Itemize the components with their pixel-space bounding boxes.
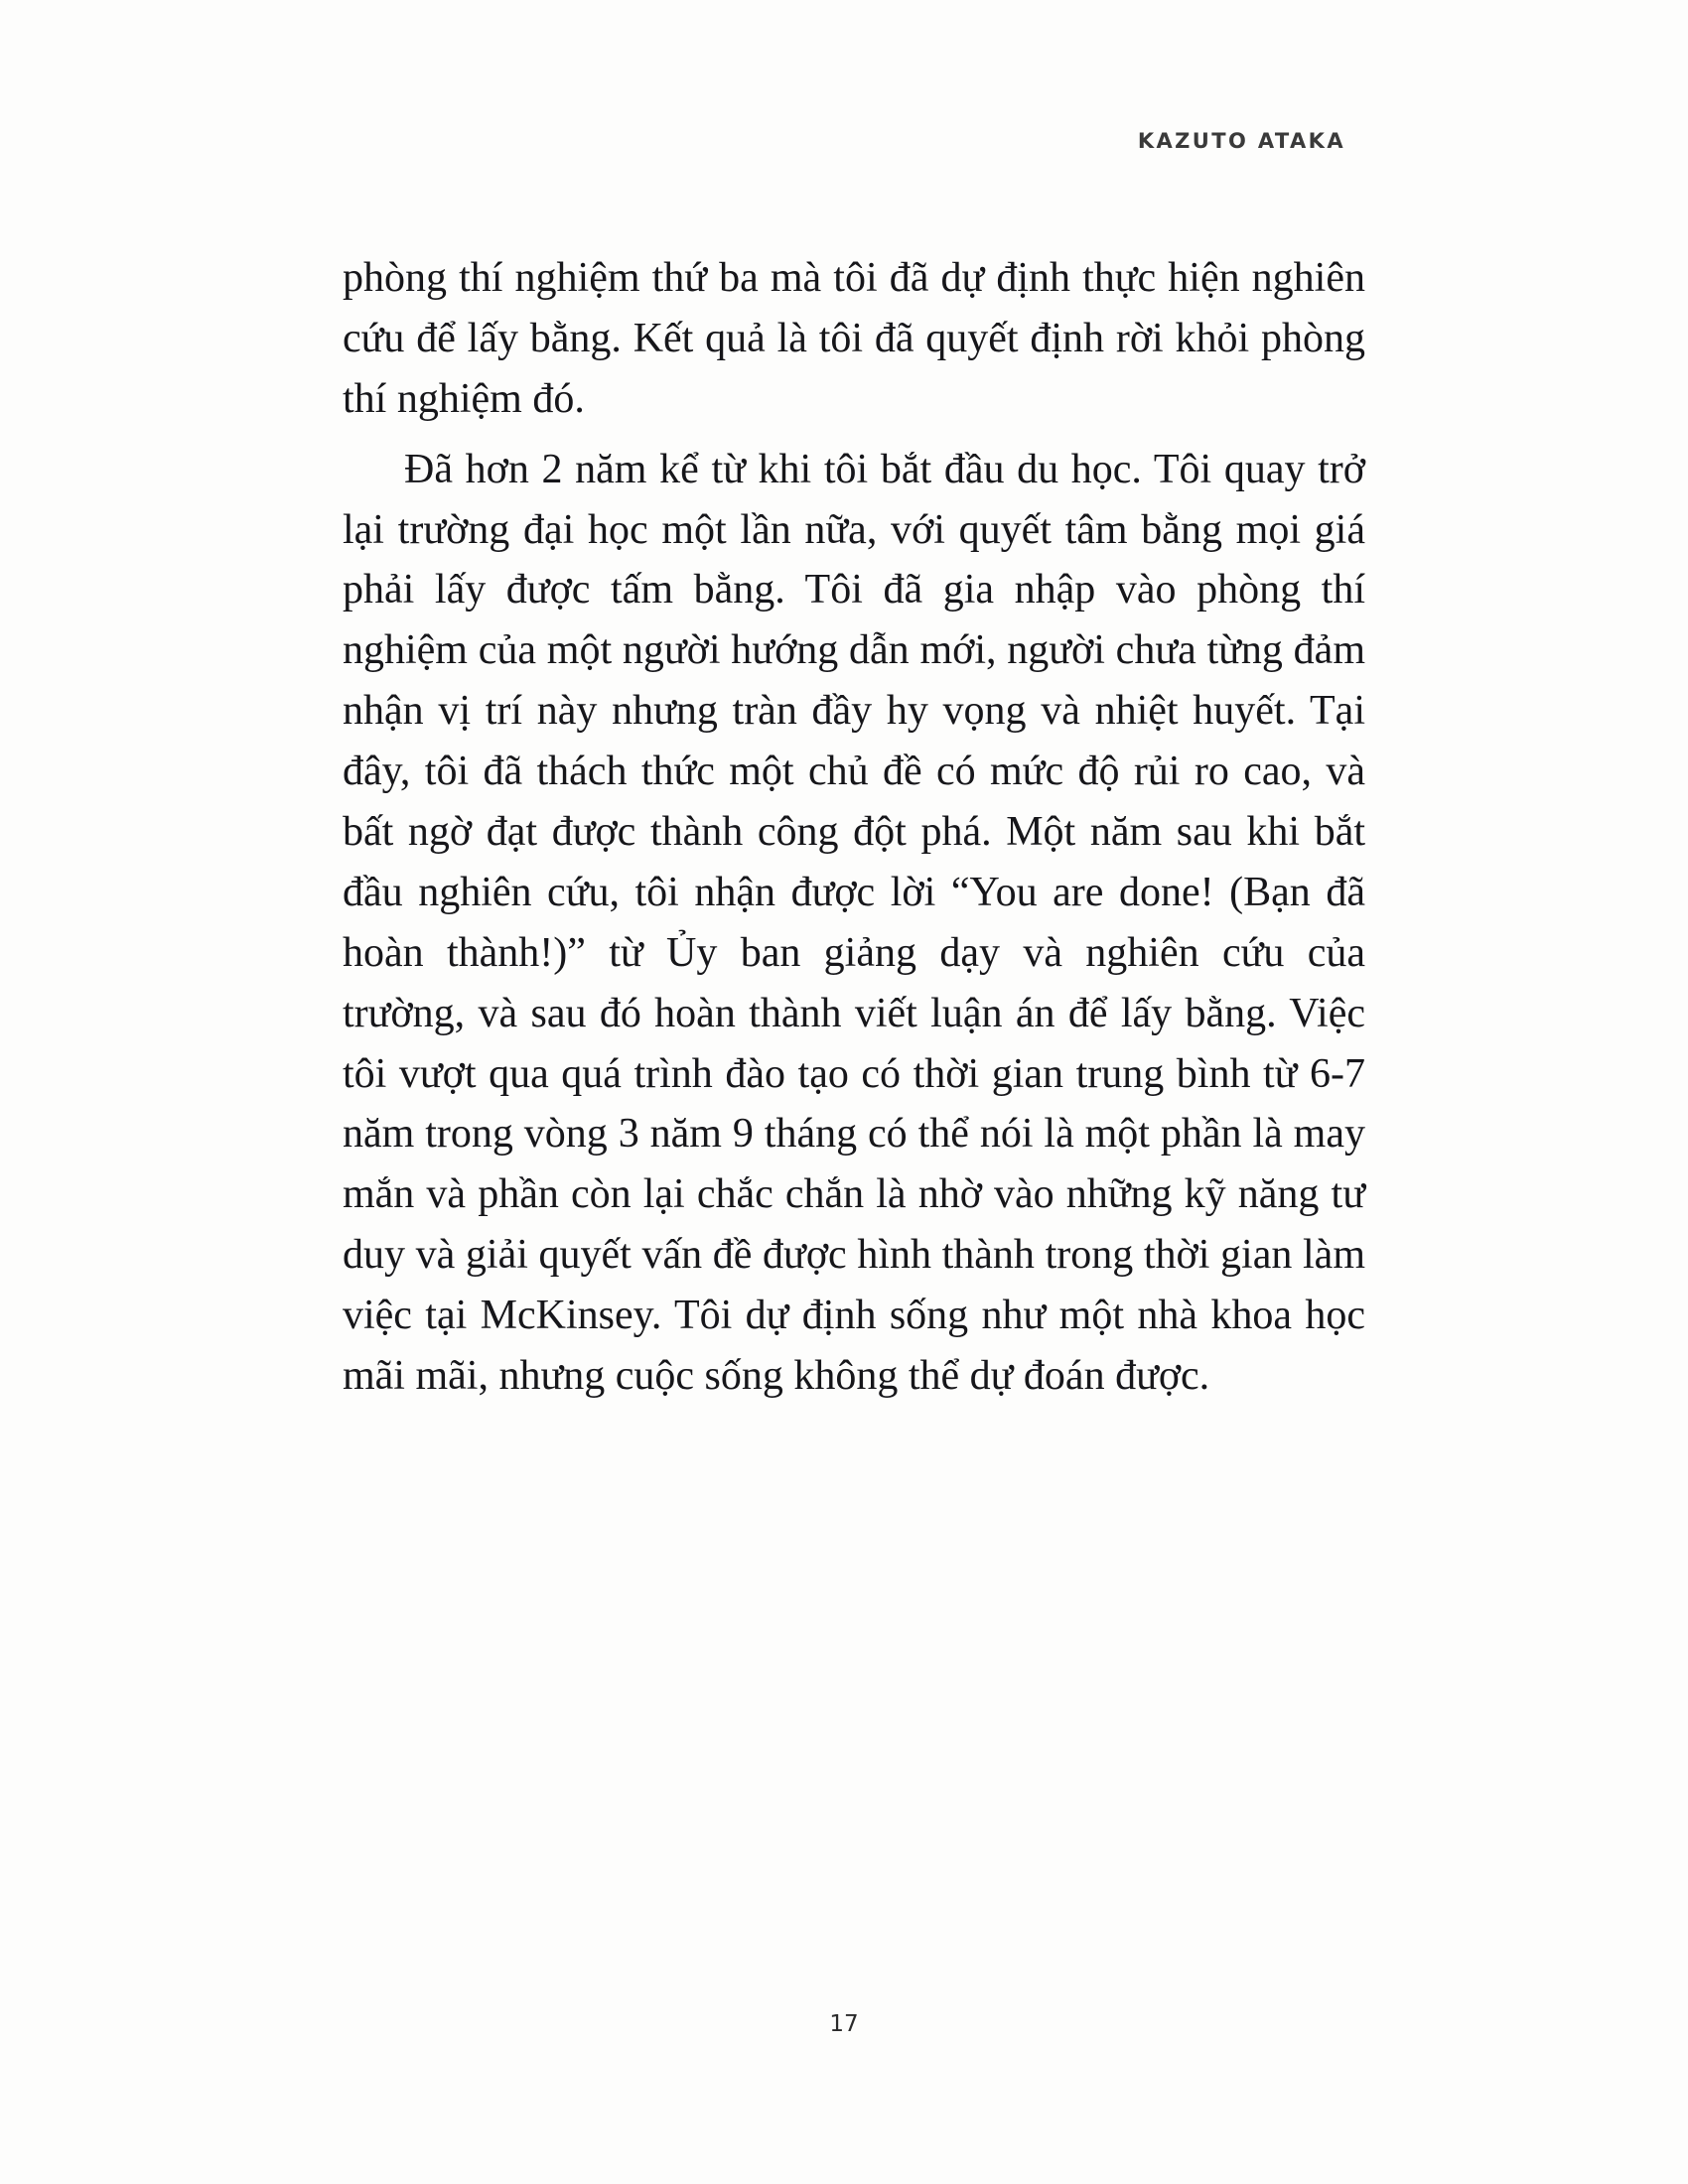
body-text-column xyxy=(343,248,1365,1407)
running-head-author: KAZUTO ATAKA xyxy=(1137,129,1345,153)
paragraph-1: phòng thí nghiệm thứ ba mà tôi đã dự định thực hiện nghiên cứu để lấy bằng. Kết quả là tôi đã quyết định rời khỏi phòng thí nghiệm đó. xyxy=(343,255,1365,422)
page-number: 17 xyxy=(829,2011,859,2037)
paragraph-2: Đã hơn 2 năm kể từ khi tôi bắt đầu du học. Tôi quay trở lại trường đại học một lần nữa, với quyết tâm bằng mọi giá phải lấy được tấm bằng. Tôi đã gia nhập vào phòng thí nghiệm của một người hướng dẫn mới, người chưa từng đảm nhận vị trí này nhưng tràn đầy hy vọng và nhiệt huyết. Tại đây, tôi đã thách thức một chủ đề có mức độ rủi ro cao, và bất ngờ đạt được thành công đột phá. Một năm sau khi bắt đầu nghiên cứu, tôi nhận được lời “You are done! (Bạn đã hoàn thành!)” từ Ủy ban giảng dạy và nghiên cứu của trường, và sau đó hoàn thành viết luận án để lấy bằng. Việc tôi vượt qua quá trình đào tạo có thời gian trung bình từ 6-7 năm trong vòng 3 năm 9 tháng có thể nói là một phần là may mắn và phần còn lại chắc chắn là nhờ vào những kỹ năng tư duy và giải quyết vấn đề được hình thành trong thời gian làm việc tại McKinsey. Tôi dự định sống như một nhà khoa học mãi mãi, nhưng cuộc sống không thể dự đoán được. xyxy=(343,446,1365,1400)
